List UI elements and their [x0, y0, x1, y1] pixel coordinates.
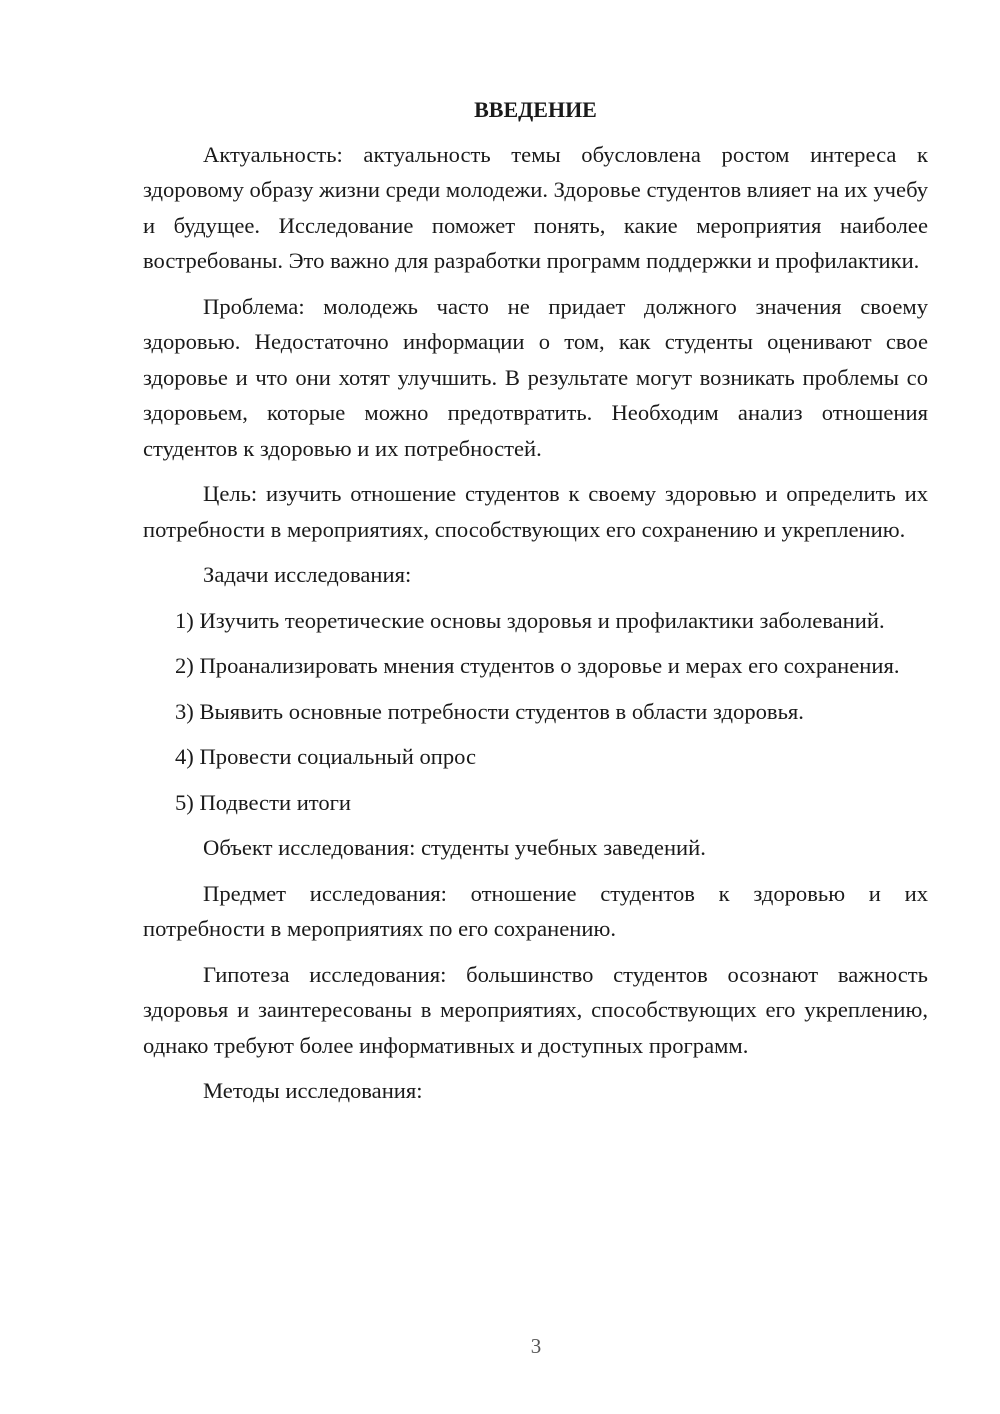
- tasks-heading: Задачи исследования:: [203, 562, 412, 587]
- relevance-paragraph: Актуальность: актуальность темы обусловлена ростом интереса к здоровому образу жизни среди молодежи. Здоровье студентов влияет на их учебу и будущее. Исследование поможет понять, какие мероприятия наиболее востребованы. Это важно для разработки программ поддержки и профилактики.: [143, 141, 928, 273]
- task-item: 2) Проанализировать мнения студентов о здоровье и мерах его сохранения.: [175, 653, 900, 678]
- task-item: 5) Подвести итоги: [175, 789, 352, 815]
- task-item: 1) Изучить теоретические основы здоровья и профилактики заболеваний.: [175, 607, 885, 633]
- hypothesis-paragraph: Гипотеза исследования: большинство студентов осознают важность здоровья и заинтересованы в мероприятиях, способствующих его укреплению, однако требуют более информативных и доступных программ.: [143, 961, 928, 1058]
- problem-paragraph: Проблема: молодежь часто не придает должного значения своему здоровью. Недостаточно информации о том, как студенты оценивают свое здоровье и что они хотят улучшить. В результате могут возникать проблемы со здоровьем, которые можно предотвратить. Необходим анализ отношения студентов к здоровью и их потребностей.: [143, 293, 928, 461]
- task-item: 4) Провести социальный опрос: [175, 744, 477, 769]
- subject-paragraph: Предмет исследования: отношение студентов к здоровью и их потребности в мероприятиях по его сохранению.: [143, 880, 928, 941]
- page-number: 3: [530, 1334, 542, 1358]
- object-paragraph: Объект исследования: студенты учебных заведений.: [203, 835, 706, 860]
- goal-paragraph: Цель: изучить отношение студентов к своему здоровью и определить их потребности в мероприятиях, способствующих его сохранению и укреплению.: [143, 481, 928, 542]
- page-content: [143, 92, 928, 1119]
- methods-heading: Методы исследования:: [203, 1078, 423, 1103]
- task-item: 3) Выявить основные потребности студентов в области здоровья.: [175, 698, 804, 724]
- section-title: ВВЕДЕНИЕ: [474, 97, 597, 122]
